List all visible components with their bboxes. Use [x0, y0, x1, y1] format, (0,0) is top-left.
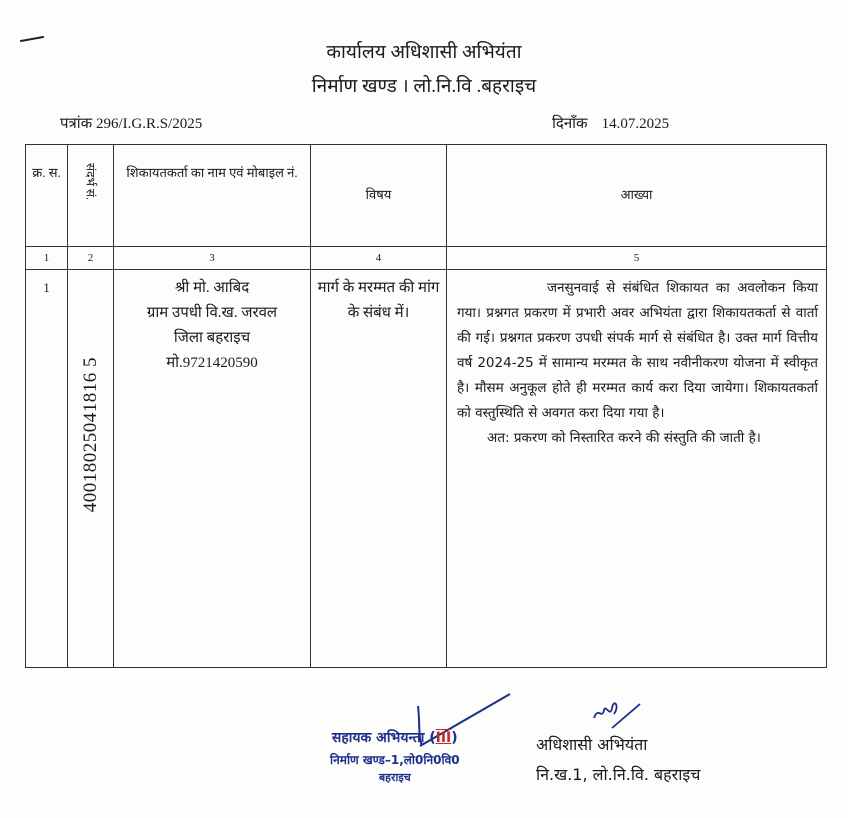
date-value: 14.07.2025: [601, 116, 670, 132]
column-number: 2: [68, 247, 114, 270]
row-reference-cell: [68, 270, 114, 668]
row-report: [447, 270, 827, 668]
row-sn: 1: [26, 270, 68, 668]
executive-engineer-signature: [536, 730, 700, 790]
assistant-title: सहायक अभियन्ता (: [331, 730, 436, 746]
header-reference-text: संदर्भ सं.: [83, 163, 98, 201]
assistant-engineer-stamp: [330, 728, 460, 785]
column-number: 4: [311, 247, 447, 270]
office-title: कार्यालय अधिशासी अभियंता: [326, 42, 522, 63]
row-subject: मार्ग के मरम्मत की मांग के संबंध में।: [311, 270, 447, 668]
date-line: [552, 113, 669, 133]
report-text: जनसुनवाई से संबंधित शिकायत का अवलोकन किया गया। प्रश्नगत प्रकरण में प्रभारी अवर अभियंता द्वारा शिकायतकर्ता से वार्ता की गई। प्रश्नगत प्रकरण उपधी संपर्क मार्ग से संबंधित है। उक्त मार्ग वित्तीय वर्ष 2024-25 में सामान्य मरम्मत के साथ नवीनीकरण योजना में स्वीकृत है। मौसम अनुकूल होते ही मरम्मत कार्य करा दिया जायेगा। शिकायतकर्ता को वस्तुस्थिति से अवगत करा दिया गया है।: [457, 280, 818, 421]
table-header-row: [26, 145, 827, 247]
row-complainant: [114, 270, 311, 668]
executive-division: नि.ख.1, लो.नि.वि. बहराइच: [536, 765, 701, 784]
division-title: निर्माण खण्ड । लो.नि.वि .बहराइच: [311, 76, 537, 97]
table-row: [26, 270, 827, 668]
row-reference-no: 40018025041816 5: [79, 357, 101, 513]
column-number: 5: [447, 247, 827, 270]
recommendation-text: अत: प्रकरण को निस्तारित करने की संस्तुति की जाती है।: [487, 430, 761, 446]
assistant-division: निर्माण खण्ड–1,लो0नि0वि0: [330, 753, 460, 767]
complainant-mobile: मो.9721420590: [166, 355, 258, 371]
assistant-city: बहराइच: [378, 771, 411, 784]
assistant-close: ): [451, 730, 458, 746]
executive-title: अधिशासी अभियंता: [536, 735, 648, 754]
complainant-district: जिला बहराइच: [173, 330, 251, 346]
complainant-village: ग्राम उपधी वि.ख. जरवल: [146, 305, 278, 321]
date-label: दिनाँक: [552, 116, 588, 132]
column-number: 3: [114, 247, 311, 270]
header-complainant: शिकायतकर्ता का नाम एवं मोबाइल नं.: [114, 145, 311, 247]
assistant-roman: III: [435, 730, 452, 746]
complainant-name: श्री मो. आबिद: [174, 280, 250, 296]
column-number: 1: [26, 247, 68, 270]
column-number-row: [26, 247, 827, 270]
letter-number: पत्रांक 296/I.G.R.S/2025: [60, 116, 203, 132]
header-reference: [68, 145, 114, 247]
header-subject: विषय: [311, 145, 447, 247]
complaint-table: [25, 144, 827, 668]
header-report: आख्या: [447, 145, 827, 247]
header-sn: क्र. स.: [26, 145, 68, 247]
